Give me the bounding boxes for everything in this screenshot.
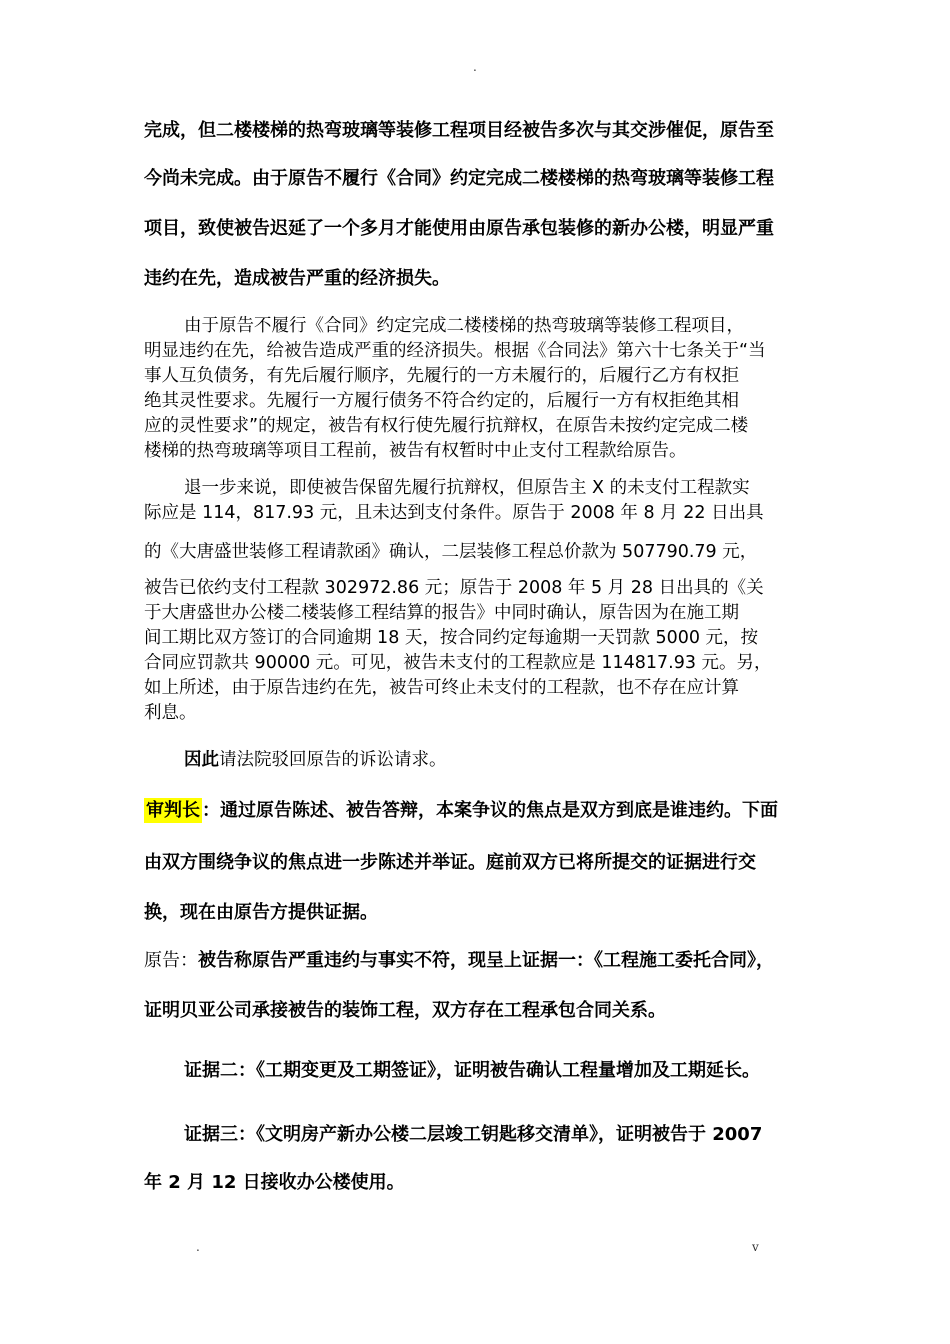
footer-right-mark: v <box>752 1240 759 1254</box>
para3-line7: 合同应罚款共 90000 元。可见，被告未支付的工程款应是 114817.93 元。另， <box>144 653 772 673</box>
plaintiff-line1 <box>144 946 774 972</box>
para3-line4: 被告已依约支付工程款 302972.86 元；原告于 2008 年 5 月 28 日出具的《关 <box>144 578 764 598</box>
para2-line3: 事人互负债务，有先后履行顺序，先履行的一方未履行的，后履行乙方有权拒 <box>144 366 739 386</box>
footer-left-mark: . <box>196 1240 200 1254</box>
judge-text: ：通过原告陈述、被告答辩，本案争议的焦点是双方到底是谁违约。下面 <box>202 800 778 821</box>
para3-line2: 际应是 114，817.93 元，且未达到支付条件。原告于 2008 年 8 月 22 日出具 <box>144 503 764 523</box>
conclusion-line <box>184 746 447 771</box>
para1-line3: 项目，致使被告迟延了一个多月才能使用由原告承包装修的新办公楼，明显严重 <box>144 218 774 239</box>
para3-line6: 间工期比双方签订的合同逾期 18 天，按合同约定每逾期一天罚款 5000 元，按 <box>144 628 759 648</box>
para3-line8: 如上所述，由于原告违约在先，被告可终止未支付的工程款，也不存在应计算 <box>144 678 739 698</box>
para3-line3: 的《大唐盛世装修工程请款函》确认，二层装修工程总价款为 507790.79 元， <box>144 542 758 562</box>
evidence2-line: 证据二：《工期变更及工期签证》，证明被告确认工程量增加及工期延长。 <box>184 1060 760 1081</box>
plaintiff-speaker: 原告： <box>144 950 198 971</box>
conclusion-bold: 因此 <box>184 750 219 770</box>
evidence3-line2: 年 2 月 12 日接收办公楼使用。 <box>144 1172 405 1193</box>
para1-line1: 完成，但二楼楼梯的热弯玻璃等装修工程项目经被告多次与其交涉催促，原告至 <box>144 120 774 141</box>
para2-line1: 由于原告不履行《合同》约定完成二楼楼梯的热弯玻璃等装修工程项目， <box>184 316 744 336</box>
judge-line2: 由双方围绕争议的焦点进一步陈述并举证。庭前双方已将所提交的证据进行交 <box>144 852 756 873</box>
plaintiff-line2: 证明贝亚公司承接被告的装饰工程，双方存在工程承包合同关系。 <box>144 1000 666 1021</box>
para3-line5: 于大唐盛世办公楼二楼装修工程结算的报告》中同时确认，原告因为在施工期 <box>144 603 739 623</box>
para2-line5: 应的灵性要求”的规定，被告有权行使先履行抗辩权，在原告未按约定完成二楼 <box>144 416 749 436</box>
para1-line4: 违约在先，造成被告严重的经济损失。 <box>144 268 450 289</box>
para3-line1: 退一步来说，即使被告保留先履行抗辩权，但原告主 X 的未支付工程款实 <box>184 478 750 498</box>
plaintiff-text: 被告称原告严重违约与事实不符，现呈上证据一：《工程施工委托合同》， <box>198 950 774 971</box>
judge-speaker-highlight: 审判长 <box>146 800 200 821</box>
para2-line2: 明显违约在先，给被告造成严重的经济损失。根据《合同法》第六十七条关于“当 <box>144 341 766 361</box>
para2-line4: 绝其灵性要求。先履行一方履行债务不符合约定的，后履行一方有权拒绝其相 <box>144 391 739 411</box>
judge-line3: 换，现在由原告方提供证据。 <box>144 902 378 923</box>
header-mark: . <box>473 60 477 74</box>
para3-line9: 利息。 <box>144 703 197 723</box>
evidence3-line1: 证据三：《文明房产新办公楼二层竣工钥匙移交清单》，证明被告于 2007 <box>184 1124 763 1145</box>
para2-line6: 楼梯的热弯玻璃等项目工程前，被告有权暂时中止支付工程款给原告。 <box>144 441 687 461</box>
conclusion-text: 请法院驳回原告的诉讼请求。 <box>219 750 447 770</box>
judge-line1 <box>144 796 778 822</box>
para1-line2: 今尚未完成。由于原告不履行《合同》约定完成二楼楼梯的热弯玻璃等装修工程 <box>144 168 774 189</box>
